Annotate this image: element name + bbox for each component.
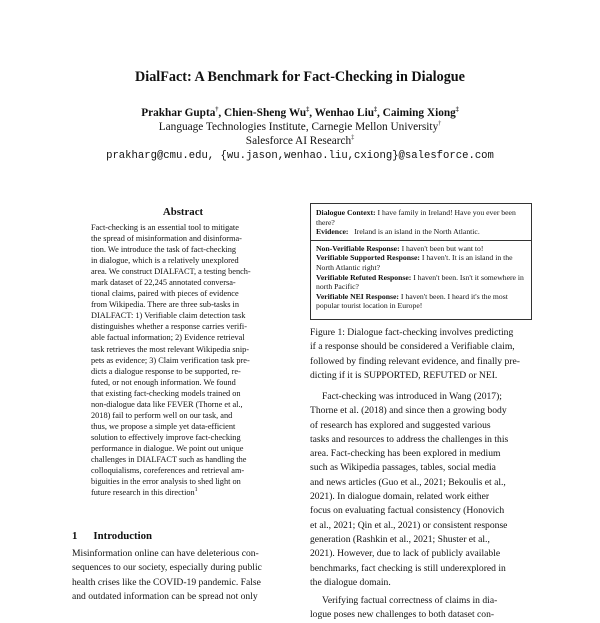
body-line: and news articles (Guo et al., 2021; Bekoulis et al., — [310, 476, 506, 488]
body-line: Thorne et al. (2018) and since then a growing body — [310, 405, 507, 417]
body-line: benchmarks, fact checking is still underexplored in — [310, 562, 506, 574]
caption-line: followed by finding relevant evidence, and finally pre- — [310, 355, 520, 367]
abstract-line: dicts a dialogue response to be supported, re- — [91, 366, 241, 376]
abstract-line: performance in dialogue. We point out unique — [91, 443, 244, 453]
abstract-line: future research in this direction$^1$ — [91, 487, 198, 498]
body-line: such as Wikipedia passages, tables, social media — [310, 462, 496, 474]
abstract-line: in dialogue, which is a relatively unexplored — [91, 256, 239, 266]
intro-line: health crises like the COVID-19 pandemic. False — [72, 576, 261, 588]
author: Wenhao Liu‡, — [314, 107, 383, 119]
affiliation-salesforce: Salesforce AI Research‡ — [245, 135, 355, 147]
abstract-line: futed, or not enough information. We found — [91, 377, 236, 387]
abstract-line: DIALFACT: 1) Verifiable claim detection task — [91, 311, 246, 321]
abstract-line: challenges in DIALFACT such as handling the — [91, 454, 247, 464]
body-line: et al., 2021; Qin et al., 2021) or consistent response — [310, 519, 508, 531]
caption-line: Figure 1: Dialogue fact-checking involves predicting — [310, 327, 514, 338]
abstract-line: biguities in the error analysis to shed light on — [91, 477, 241, 487]
body-line: tasks and resources to address the challenges in this — [310, 433, 509, 445]
abstract-line: task retrieves the most relevant Wikipedia snip- — [91, 344, 250, 354]
introduction-text-continued — [310, 390, 534, 623]
author: Caiming Xiong‡ — [382, 107, 459, 119]
author-list — [0, 107, 600, 119]
abstract-text — [91, 222, 284, 498]
responses-section — [311, 241, 531, 314]
body-line: Verifying factual correctness of claims in dia- — [322, 595, 498, 607]
footnote-marker: 1 — [194, 487, 198, 494]
body-line: Fact-checking was introduced in Wang (2017); — [322, 391, 502, 402]
response-refuted: Verifiable Refuted Response: I haven't been. Isn't it somewhere in north Pacific? — [316, 272, 524, 292]
affiliation-cmu: Language Technologies Institute, Carnegie Mellon University† — [158, 121, 442, 133]
abstract-line: from Wikipedia. There are three sub-tasks in — [91, 300, 239, 310]
body-line: generation (Rashkin et al., 2021; Shuster et al., — [310, 533, 490, 545]
abstract-line: that existing fact-checking models trained on — [91, 388, 241, 398]
abstract-line: solution to effectively improve fact-checking — [91, 432, 241, 442]
author: Chien-Sheng Wu‡, — [224, 107, 315, 119]
abstract-line: thus, we propose a simple yet data-efficient — [91, 421, 236, 431]
body-line: area. Fact-checking has been explored in medium — [310, 448, 501, 460]
response-supported: Verifiable Supported Response: I haven't. It is an island in the North Atlantic right? — [316, 253, 513, 272]
dialogue-context: Dialogue Context: I have family in Ireland! Have you ever been there? — [316, 208, 516, 227]
abstract-line: tion. We introduce the task of fact-checking — [91, 245, 237, 255]
abstract-line: pets as evidence; 3) Claim verification task pre- — [91, 355, 250, 365]
intro-line: and outdated information can be spread not only — [72, 590, 258, 602]
author: Prakhar Gupta†, — [141, 107, 225, 119]
intro-line: sequences to our society, especially during public — [72, 562, 262, 574]
caption-line: dicting if it is SUPPORTED, REFUTED or NEI. — [310, 369, 498, 381]
dialogue-context-section — [311, 204, 531, 241]
intro-line: Misinformation online can have deleterious con- — [72, 548, 259, 559]
abstract-line: Fact-checking is an essential tool to mitigate — [91, 223, 239, 232]
abstract-line: tional claims, paired with pieces of evidence — [91, 289, 239, 299]
caption-line: if a response should be considered a Verifiable claim, — [310, 341, 515, 353]
evidence: Evidence: Ireland is an island in the North Atlantic. — [316, 227, 480, 237]
body-line: of research has explored and suggested various — [310, 419, 491, 431]
abstract-line: non-dialogue data like FEVER (Thorne et al., — [91, 399, 243, 409]
abstract-line: area. We construct DIALFACT, a testing bench- — [91, 267, 251, 277]
abstract-line: distinguishes whether a response carries verifi- — [91, 322, 247, 332]
introduction-text — [72, 547, 296, 604]
figure-1-caption — [310, 326, 534, 383]
response-nei: Verifiable NEI Response: I haven't been. I heard it's the most popular tourist location in Europe! — [316, 291, 508, 311]
response-non-verifiable: Non-Verifiable Response: I haven't been but want to! — [316, 243, 484, 253]
abstract-line: able factual information; 2) Evidence retrieval — [91, 333, 245, 343]
paper-title: DialFact: A Benchmark for Fact-Checking in Dialogue — [135, 69, 465, 85]
figure-1-dialogue-box — [310, 203, 532, 320]
abstract-line: mark dataset of 22,245 annotated conversa- — [91, 278, 236, 288]
body-line: 2021). However, due to lack of publicly available — [310, 548, 501, 560]
abstract-line: the spread of misinformation and disinforma- — [91, 234, 242, 244]
body-line: the dialogue domain. — [310, 576, 391, 588]
body-line: 2021). In dialogue domain, related work either — [310, 491, 490, 503]
author-emails: prakharg@cmu.edu, {wu.jason,wenhao.liu,cxiong}@salesforce.com — [106, 150, 494, 162]
abstract-heading: Abstract — [162, 206, 204, 218]
abstract-line: 2018) fail to perform well on our task, and — [91, 410, 233, 420]
abstract-line: colloquialisms, coreferences and retrieval am- — [91, 466, 245, 476]
body-line: logue poses new challenges to both dataset con- — [310, 609, 495, 621]
body-line: focus on evaluating factual consistency (Honovich — [310, 505, 505, 517]
section-heading-introduction: 1 Introduction — [72, 530, 153, 542]
